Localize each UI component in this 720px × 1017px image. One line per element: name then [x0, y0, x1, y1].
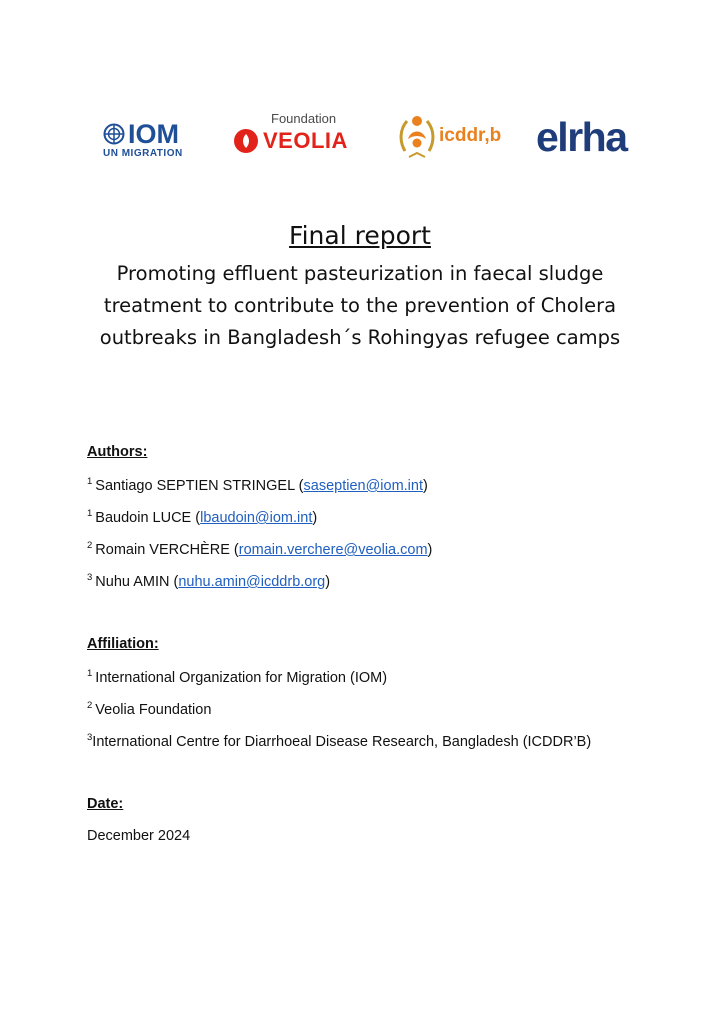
paren-open: (: [173, 574, 179, 590]
paren-open: (: [195, 510, 201, 526]
veolia-mark-icon: [233, 128, 259, 154]
affiliation-line: [87, 732, 591, 750]
iom-logo-subtitle: UN MIGRATION: [103, 148, 183, 159]
iom-logo: [103, 119, 201, 166]
author-email-link[interactable]: lbaudoin@iom.int: [200, 510, 313, 526]
un-globe-icon: [103, 123, 125, 145]
author-affiliation-number: 1: [87, 476, 93, 487]
author-email-link[interactable]: romain.verchere@veolia.com: [238, 542, 428, 558]
paren-open: (: [298, 478, 304, 494]
affiliation-line: [87, 700, 211, 718]
affiliation-number: 1: [87, 668, 93, 679]
affiliation-line: [87, 668, 387, 686]
affiliation-text: International Organization for Migration (IOM): [95, 670, 388, 686]
affiliation-number: 3: [87, 732, 93, 743]
report-subtitle: Promoting effluent pasteurization in faecal sludge treatment to contribute to the prevention of Cholera outbreaks in Bangladesh´s Rohingyas refugee camps: [99, 262, 621, 349]
author-affiliation-number: 2: [87, 540, 93, 551]
author-line: [87, 476, 428, 494]
veolia-foundation-logo: [233, 112, 358, 160]
icddrb-emblem-icon: [397, 111, 437, 161]
paren-open: (: [233, 542, 239, 558]
author-email-link[interactable]: nuhu.amin@icddrb.org: [178, 574, 326, 590]
affiliation-text: International Centre for Diarrhoeal Disease Research, Bangladesh (ICDDR’B): [92, 734, 592, 750]
author-name: Baudoin LUCE: [95, 510, 192, 526]
icddrb-logo-text: icddr,b: [439, 125, 502, 146]
author-name: Romain VERCHÈRE: [95, 542, 230, 558]
partner-logos: [0, 108, 720, 168]
authors-heading: Authors:: [87, 444, 148, 460]
affiliation-text: Veolia Foundation: [95, 702, 212, 718]
paren-close: ): [423, 478, 428, 494]
author-affiliation-number: 1: [87, 508, 93, 519]
elrha-logo-text: elrha: [536, 114, 627, 160]
date-value: December 2024: [87, 828, 191, 844]
icddrb-logo: [397, 108, 522, 164]
elrha-logo: [536, 114, 627, 160]
author-email-link[interactable]: saseptien@iom.int: [303, 478, 423, 494]
author-affiliation-number: 3: [87, 572, 93, 583]
affiliation-number: 2: [87, 700, 93, 711]
author-line: [87, 540, 432, 558]
author-line: [87, 572, 330, 590]
paren-close: ): [427, 542, 433, 558]
veolia-logo-text: VEOLIA: [263, 128, 348, 153]
author-name: Santiago SEPTIEN STRINGEL: [95, 478, 295, 494]
veolia-foundation-text: Foundation: [271, 111, 337, 126]
date-heading: Date:: [87, 796, 124, 812]
paren-close: ): [312, 510, 318, 526]
affiliation-heading: Affiliation:: [87, 636, 159, 652]
iom-logo-text: IOM: [128, 119, 179, 149]
author-line: [87, 508, 317, 526]
author-name: Nuhu AMIN: [95, 574, 170, 590]
report-title: Final report: [289, 221, 431, 250]
paren-close: ): [325, 574, 331, 590]
